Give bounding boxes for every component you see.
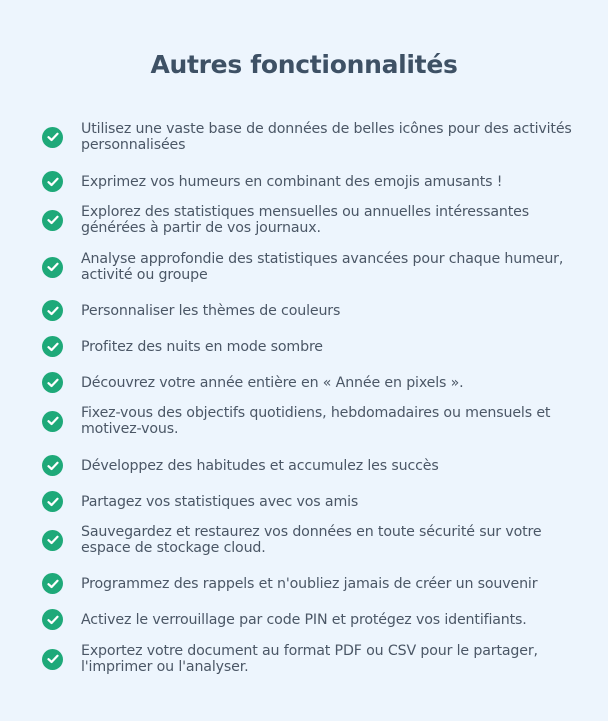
check-circle-icon [42,455,63,476]
feature-text: Fixez-vous des objectifs quotidiens, hebdomadaires ou mensuels et motivez-vous. [81,405,551,437]
check-circle-icon [42,530,63,551]
feature-text: Personnaliser les thèmes de couleurs [81,302,341,319]
feature-text: Activez le verrouillage par code PIN et protégez vos identifiants. [81,611,527,628]
feature-item [42,609,572,630]
feature-text: Utilisez une vaste base de données de belles icônes pour des activités personnalisées [81,121,572,153]
feature-text: Profitez des nuits en mode sombre [81,338,323,355]
feature-item [42,573,572,594]
check-circle-icon [42,171,63,192]
check-circle-icon [42,210,63,231]
feature-item [42,491,572,512]
feature-item [42,524,572,556]
feature-item [42,372,572,393]
feature-item [42,251,572,283]
feature-item [42,300,572,321]
check-circle-icon [42,609,63,630]
check-circle-icon [42,573,63,594]
feature-text: Exportez votre document au format PDF ou CSV pour le partager, l'imprimer ou l'analyser. [81,643,538,675]
feature-text: Programmez des rappels et n'oubliez jamais de créer un souvenir [81,575,538,592]
check-circle-icon [42,411,63,432]
feature-item [42,643,572,675]
feature-text: Découvrez votre année entière en « Année en pixels ». [81,374,464,391]
feature-item [42,455,572,476]
check-circle-icon [42,491,63,512]
check-circle-icon [42,372,63,393]
feature-item [42,336,572,357]
feature-item [42,204,572,236]
feature-item [42,121,572,153]
section-title: Autres fonctionnalités [150,50,458,79]
check-circle-icon [42,127,63,148]
check-circle-icon [42,649,63,670]
feature-text: Analyse approfondie des statistiques avancées pour chaque humeur, activité ou groupe [81,251,564,283]
feature-text: Exprimez vos humeurs en combinant des emojis amusants ! [81,173,503,190]
feature-item [42,405,572,437]
check-circle-icon [42,257,63,278]
feature-text: Sauvegardez et restaurez vos données en toute sécurité sur votre espace de stockage cloud. [81,524,542,556]
feature-item [42,171,572,192]
check-circle-icon [42,336,63,357]
feature-text: Développez des habitudes et accumulez les succès [81,457,439,474]
feature-text: Partagez vos statistiques avec vos amis [81,493,359,510]
check-circle-icon [42,300,63,321]
feature-text: Explorez des statistiques mensuelles ou annuelles intéressantes générées à partir de vos journaux. [81,204,529,236]
